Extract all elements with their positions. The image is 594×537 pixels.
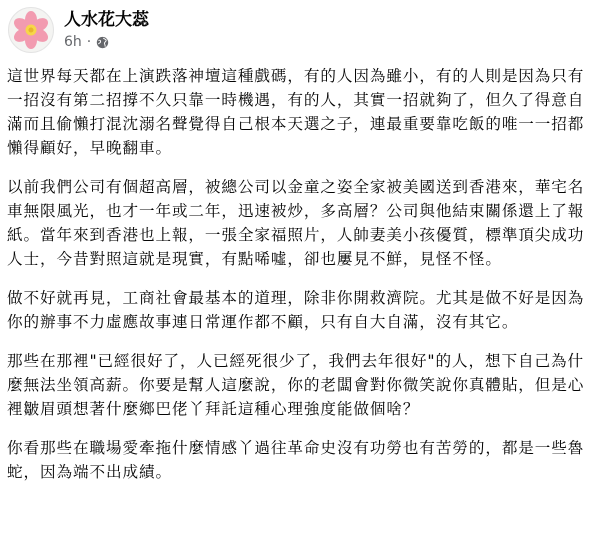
post-subline [64,33,149,51]
post-body [7,64,589,499]
globe-icon[interactable] [96,36,109,49]
post-paragraph: 你看那些在職場愛牽拖什麼情感丫過往革命史沒有功勞也有苦勞的，都是一些魯蛇，因為端不出成績。 [7,439,585,481]
post-paragraph: 做不好就再見，工商社會最基本的道理，除非你開救濟院。尤其是做不好是因為你的辦事不力虛應故事連日常運作都不顧，只有自大自滿，沒有其它。 [7,289,585,331]
post-paragraph: 這世界每天都在上演跌落神壇這種戲碼，有的人因為雖小，有的人則是因為只有一招沒有第二招撐不久只靠一時機遇，有的人，其實一招就夠了，但久了得意自滿而且偷懶打混沈溺名聲覺得自己根本天選之子，連最重要靠吃飯的唯一一招都懶得顧好，早晚翻車。 [7,67,585,157]
post-meta [64,9,149,51]
author-name[interactable]: 人水花大蕊 [64,10,149,30]
separator-dot: · [86,34,92,50]
post-header [8,6,149,54]
avatar[interactable] [8,7,54,53]
pink-flower-icon [11,10,51,50]
post-paragraph: 那些在那裡"已經很好了，人已經死很少了，我們去年很好"的人，想下自己為什麼無法坐領高薪。你要是幫人這麼說，你的老闆會對你微笑說你真體貼，但是心裡皺眉頭想著什麼鄉巴佬丫拜託這種心理強度能做個啥？ [7,352,585,418]
post-timestamp[interactable]: 6h [64,34,82,50]
post-paragraph: 以前我們公司有個超高層，被總公司以金童之姿全家被美國送到香港來，華宅名車無限風光，也才一年或二年，迅速被炒，多高層？公司與他結束關係還上了報紙。當年來到香港也上報，一張全家福照片，人帥妻美小孩優質，標準頂尖成功人士，今昔對照這就是現實，有點唏噓，卻也屢見不鮮，見怪不怪。 [7,178,585,268]
